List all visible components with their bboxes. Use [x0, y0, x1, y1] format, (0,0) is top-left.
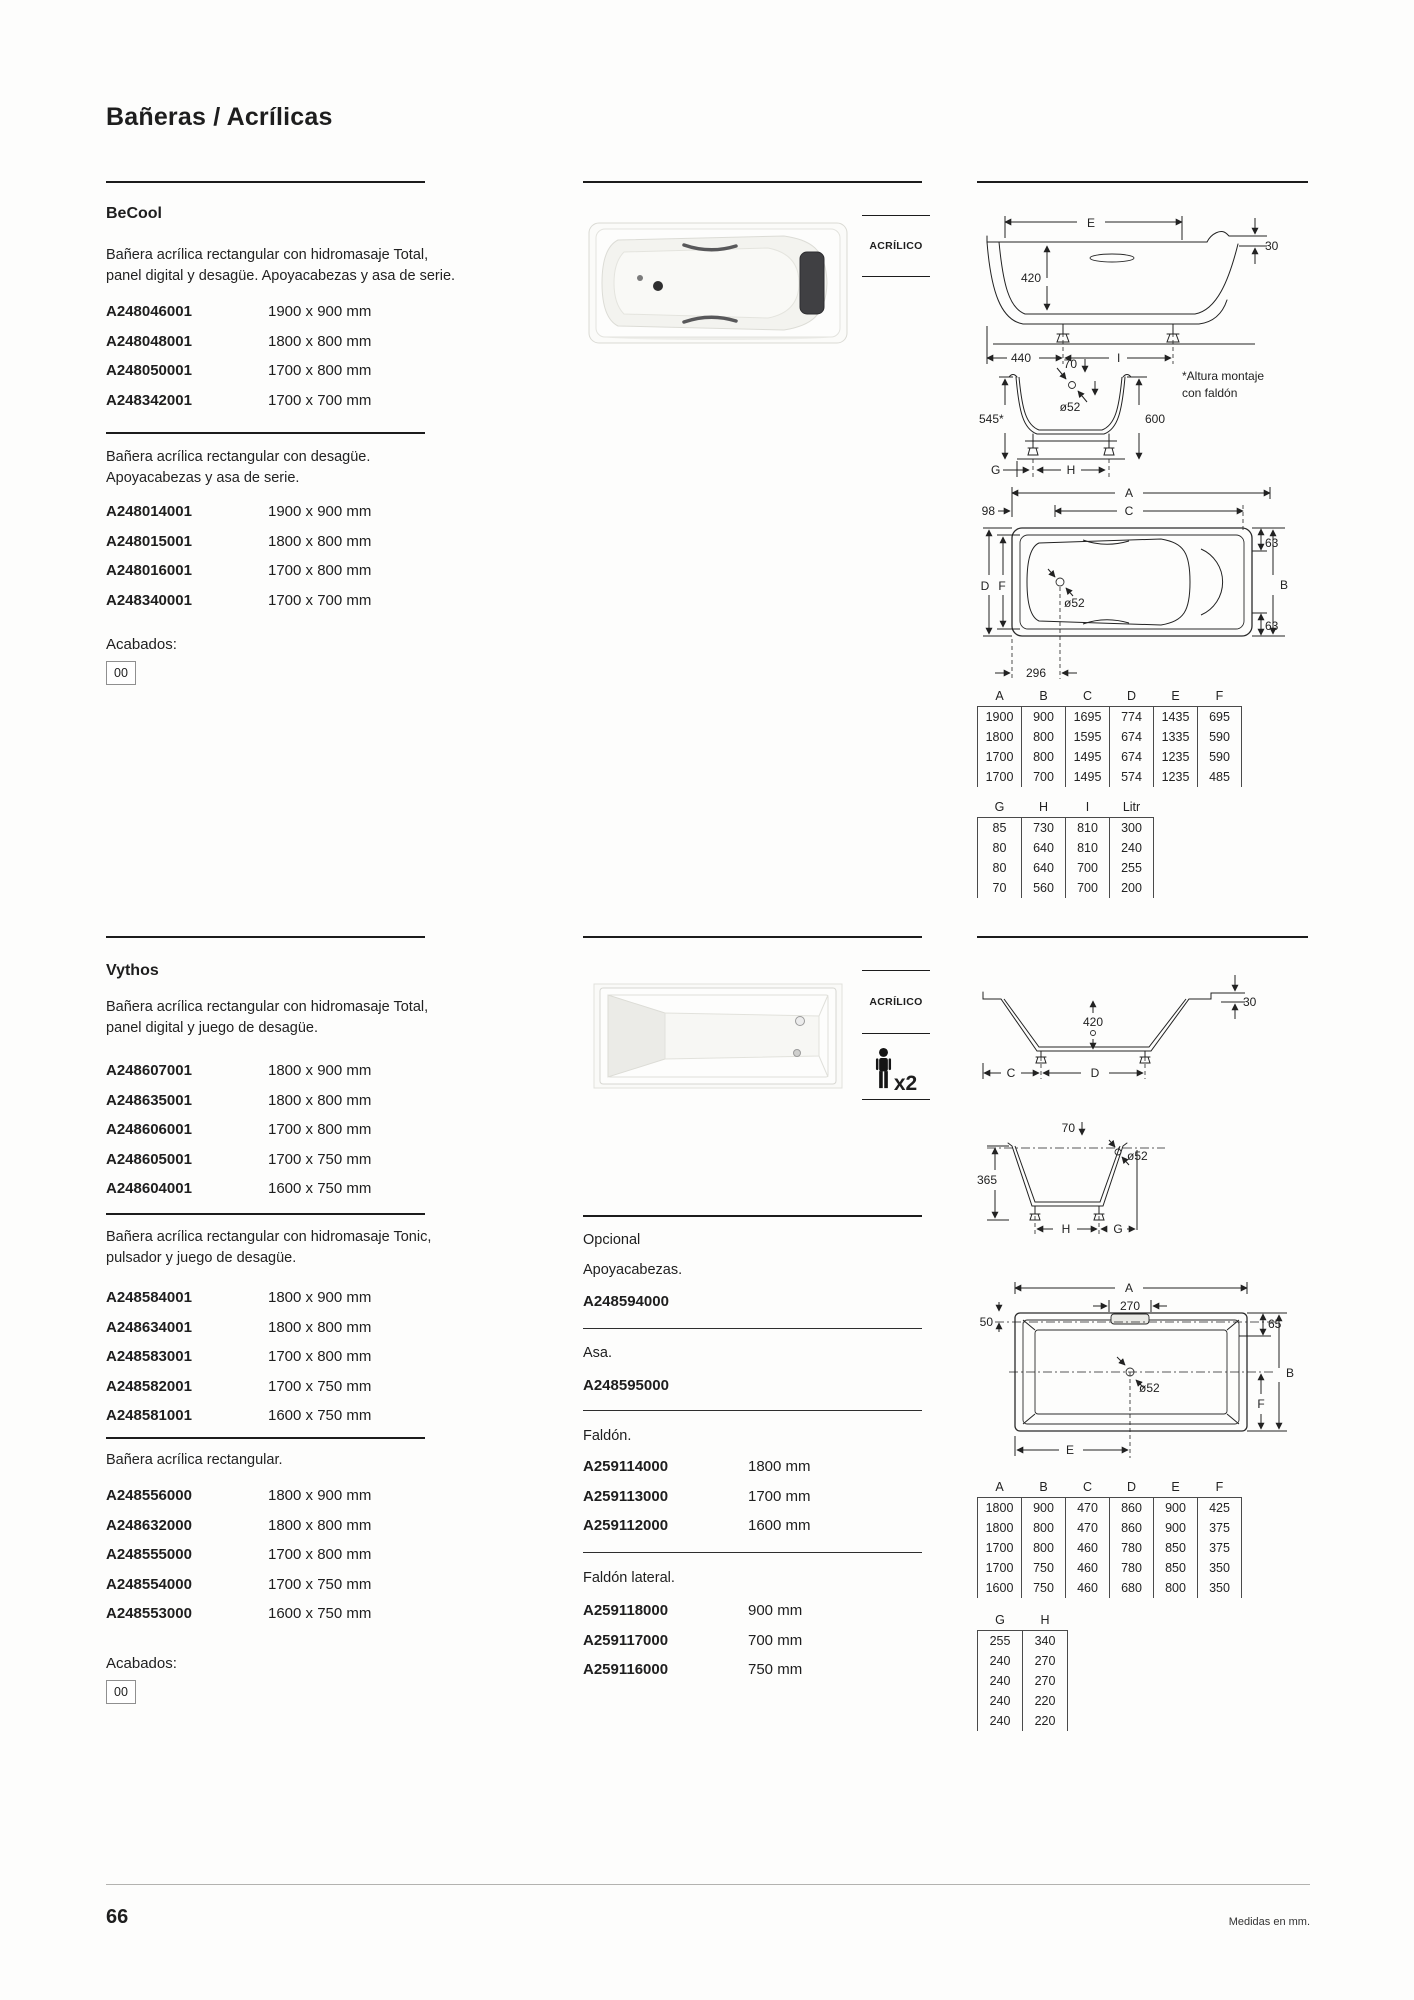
dim-label: 30: [1265, 239, 1279, 253]
faldon-lateral-list: [583, 1602, 802, 1691]
product-row: [106, 1348, 371, 1378]
vythos-top-view-drawing: [965, 1278, 1325, 1468]
product-row: [106, 1092, 371, 1122]
dim-label: ø52: [1059, 400, 1081, 414]
product-row: [106, 1576, 371, 1606]
dim-table-body: [978, 706, 1242, 787]
product-code: A248340001: [106, 591, 192, 609]
product-size: 1800 mm: [748, 1458, 811, 1475]
dim-label: 70: [1061, 1121, 1075, 1135]
footer-note: Medidas en mm.: [1228, 1916, 1310, 1928]
dim-col-header: I: [1085, 799, 1090, 814]
divider: [583, 1552, 922, 1553]
product-code: A248583001: [106, 1348, 192, 1365]
product-code: A248553000: [106, 1605, 192, 1622]
dim-label: 420: [1020, 271, 1041, 285]
divider: [977, 181, 1308, 183]
product-row: [106, 1605, 371, 1635]
product-size: 1700 x 800 mm: [268, 1121, 372, 1138]
tub-basin: [614, 248, 799, 318]
dim-col-header: C: [1082, 688, 1093, 703]
dim-table-body: [978, 1630, 1068, 1731]
footer-divider: [106, 1884, 1310, 1885]
dim-label: 30: [1243, 995, 1257, 1009]
becool-description-1: [106, 245, 506, 287]
product-size: 1700 x 800 mm: [268, 562, 372, 579]
dim-label: B: [1286, 1366, 1295, 1380]
divider: [583, 181, 922, 183]
product-row: [106, 1487, 371, 1517]
dim-col-header: F: [1215, 1479, 1224, 1494]
tub-headrest-profile: [1207, 232, 1239, 242]
dim-col-header: D: [1126, 1479, 1137, 1494]
divider: [106, 432, 425, 434]
product-row: [106, 1289, 371, 1319]
product-row: [106, 1151, 371, 1181]
product-size: 1900 x 900 mm: [268, 303, 372, 320]
product-size: 750 mm: [748, 1661, 803, 1678]
dim-label: G: [1113, 1222, 1123, 1236]
dim-table-header-row: [978, 1477, 1242, 1497]
dim-label: 70: [1063, 357, 1077, 371]
product-code: A248048001: [106, 332, 192, 350]
product-size: 1600 mm: [748, 1517, 811, 1534]
dim-col-header: E: [1171, 688, 1180, 703]
product-code: A248632000: [106, 1516, 192, 1534]
product-row: [583, 1602, 802, 1632]
product-code: A248634001: [106, 1318, 192, 1336]
product-size: 1800 x 800 mm: [268, 1516, 372, 1534]
dim-col-header: B: [1039, 1479, 1048, 1494]
becool-product-photo: [588, 222, 848, 344]
product-code: A248016001: [106, 562, 192, 579]
dim-label: I: [1117, 351, 1121, 365]
dim-label: D: [980, 579, 990, 593]
divider: [106, 181, 425, 183]
apoyacabezas-code: A248594000: [583, 1293, 669, 1310]
dim-label: 296: [1025, 666, 1047, 680]
dim-label: F: [1257, 1397, 1265, 1411]
product-code: A248555000: [106, 1546, 192, 1563]
product-size: 1700 x 800 mm: [268, 1546, 372, 1563]
drain-icon: [794, 1050, 801, 1057]
product-code: A248342001: [106, 391, 192, 409]
material-badge: ACRÍLICO: [862, 970, 930, 1034]
apoyacabezas-label: Apoyacabezas.: [583, 1262, 683, 1278]
vythos-description-3: [106, 1450, 506, 1471]
dim-label: H: [1066, 463, 1076, 477]
product-size: 1700 x 700 mm: [268, 391, 372, 409]
divider: [583, 1410, 922, 1411]
becool-product-list-1: [106, 303, 371, 421]
product-row: [106, 303, 371, 333]
product-row: [106, 1378, 371, 1408]
divider: [106, 1213, 425, 1215]
capacity-block: [862, 1034, 930, 1100]
becool-section-drawing: [977, 355, 1177, 490]
product-size: 1700 x 750 mm: [268, 1150, 372, 1168]
product-row: [583, 1458, 811, 1488]
description-line: Bañera acrílica rectangular con hidromasaje Tonic,: [106, 1229, 432, 1245]
product-row: [106, 1319, 371, 1349]
dim-col-header: H: [1038, 799, 1049, 814]
dim-table-row: 1700 800 1495 674 1235 590: [978, 747, 1242, 767]
product-row: [106, 333, 371, 363]
dim-label: 600: [1145, 412, 1166, 426]
section-inner: [1015, 1146, 1120, 1202]
product-size: 1800 x 800 mm: [268, 1318, 372, 1336]
vythos-dim-table-secondary: [977, 1610, 1068, 1731]
dim-col-header: G: [994, 799, 1005, 814]
asa-label: Asa.: [583, 1345, 613, 1361]
vythos-product-photo: [593, 983, 843, 1089]
divider: [583, 1328, 922, 1329]
becool-side-view-drawing: [977, 192, 1317, 367]
asa-code: A248595000: [583, 1377, 669, 1394]
person-icon: [875, 1046, 892, 1092]
dim-label: B: [1280, 578, 1289, 592]
product-size: 1600 x 750 mm: [268, 1407, 372, 1424]
description-line: Bañera acrílica rectangular con desagüe.: [106, 449, 371, 465]
becool-acabados-label: Acabados:: [106, 636, 177, 653]
product-size: 1900 x 900 mm: [268, 503, 372, 520]
dim-label: F: [998, 579, 1006, 593]
becool-dim-table-main: [977, 686, 1242, 787]
dim-table-row: 85 730 810 300: [978, 817, 1154, 838]
dim-table-row: 1800 800 470 860 900 375: [978, 1518, 1242, 1538]
description-line: Bañera acrílica rectangular.: [106, 1452, 283, 1468]
dim-table-row: 240 220: [978, 1711, 1068, 1731]
vythos-product-name: Vythos: [106, 962, 159, 979]
product-size: 1800 x 800 mm: [268, 1091, 372, 1109]
product-row: [583, 1517, 811, 1547]
divider: [106, 936, 425, 938]
dim-label: ø52: [1139, 1381, 1160, 1395]
page-number: 66: [106, 1906, 129, 1928]
product-size: 1700 x 750 mm: [268, 1377, 372, 1395]
vythos-acabados-label: Acabados:: [106, 1655, 177, 1672]
product-code: A248607001: [106, 1062, 192, 1079]
product-row: [583, 1661, 802, 1691]
dim-label: 270: [1119, 1299, 1141, 1313]
product-code: A248015001: [106, 532, 192, 550]
handle-icon: [1090, 254, 1134, 262]
section-outer: [1008, 1143, 1127, 1206]
dim-table-body: [978, 817, 1154, 898]
dim-table-row: 1900 900 1695 774 1435 695: [978, 706, 1242, 727]
product-row: [106, 1407, 371, 1437]
product-row: [106, 562, 371, 592]
description-line: Bañera acrílica rectangular con hidromasaje Total,: [106, 999, 429, 1015]
product-code: A248050001: [106, 362, 192, 379]
tub-outline: [1012, 528, 1252, 636]
dim-label: ø52: [1064, 596, 1085, 610]
tub-foot: [1104, 434, 1114, 455]
dim-col-header: H: [1040, 1612, 1050, 1627]
tub-rim-inner: [1020, 535, 1244, 629]
product-size: 900 mm: [748, 1602, 803, 1619]
product-size: 1800 x 800 mm: [268, 532, 372, 550]
vythos-product-list-2: [106, 1289, 371, 1437]
dim-label: 63: [1265, 619, 1279, 633]
vythos-section-drawing: [975, 1118, 1175, 1243]
dim-label: 65: [1268, 1317, 1282, 1331]
description-line: panel digital y juego de desagüe.: [106, 1020, 319, 1036]
product-row: [106, 1517, 371, 1547]
becool-product-name: BeCool: [106, 205, 162, 222]
overflow-icon: [637, 275, 643, 281]
becool-acabado-swatch: 00: [106, 661, 136, 685]
dim-label: 365: [977, 1173, 998, 1187]
vythos-side-view-drawing: [975, 973, 1320, 1088]
tub-rim-line: [987, 236, 1207, 242]
product-code: A248606001: [106, 1121, 192, 1138]
dim-label: D: [1090, 1066, 1100, 1080]
product-code: A259118000: [583, 1602, 669, 1619]
headrest: [1111, 1314, 1149, 1324]
dim-label: 440: [1011, 351, 1032, 365]
dim-table-row: 240 270: [978, 1671, 1068, 1691]
dim-table-header-row: [978, 686, 1242, 706]
dim-table-row: 240 220: [978, 1691, 1068, 1711]
dim-col-header: A: [995, 1479, 1004, 1494]
dim-table-row: 1800 800 1595 674 1335 590: [978, 727, 1242, 747]
becool-product-list-2: [106, 503, 371, 621]
dim-label: 420: [1082, 1015, 1104, 1029]
product-size: 1700 x 800 mm: [268, 362, 372, 379]
dim-table-row: 1700 800 460 780 850 375: [978, 1538, 1242, 1558]
product-size: 1600 x 750 mm: [268, 1605, 372, 1622]
product-size: 1800 x 900 mm: [268, 1487, 372, 1504]
product-row: [106, 533, 371, 563]
dim-label: 98: [981, 504, 995, 518]
product-size: 700 mm: [748, 1631, 803, 1649]
product-code: A248554000: [106, 1575, 192, 1593]
product-code: A248584001: [106, 1289, 192, 1306]
dim-col-header: C: [1082, 1479, 1093, 1494]
becool-dim-table-secondary: [977, 797, 1154, 898]
product-row: [583, 1488, 811, 1518]
divider: [583, 936, 922, 938]
becool-description-2: [106, 447, 506, 489]
dim-table-header-row: [978, 797, 1154, 817]
product-code: A248582001: [106, 1377, 192, 1395]
description-line: pulsador y juego de desagüe.: [106, 1250, 297, 1266]
drain-icon: [1069, 382, 1076, 389]
dim-table-row: 1800 900 470 860 900 425: [978, 1497, 1242, 1518]
vythos-product-list-1: [106, 1062, 371, 1210]
vythos-acabado-swatch: 00: [106, 1680, 136, 1704]
becool-top-view-drawing: [965, 483, 1325, 688]
dim-col-header: G: [995, 1612, 1005, 1627]
faldon-lateral-label: Faldón lateral.: [583, 1570, 675, 1586]
material-badge: ACRÍLICO: [862, 215, 930, 277]
product-row: [106, 592, 371, 622]
description-line: Apoyacabezas y asa de serie.: [106, 470, 300, 486]
product-size: 1800 x 900 mm: [268, 1062, 372, 1079]
dim-label: E: [1086, 216, 1096, 230]
dim-table-row: 70 560 700 200: [978, 878, 1154, 898]
product-code: A248014001: [106, 503, 192, 520]
product-size: 1700 x 700 mm: [268, 591, 372, 609]
dim-table-body: [978, 1497, 1242, 1598]
dim-label: H: [1061, 1222, 1071, 1236]
drain-icon: [1091, 1031, 1096, 1036]
product-row: [106, 1546, 371, 1576]
product-code: A259116000: [583, 1661, 669, 1678]
dim-table-row: 240 270: [978, 1651, 1068, 1671]
dim-table-header-row: [978, 1610, 1068, 1630]
product-row: [106, 1180, 371, 1210]
vythos-product-list-3: [106, 1487, 371, 1635]
tub-basin: [1027, 539, 1190, 625]
product-code: A248635001: [106, 1091, 192, 1109]
product-code: A259117000: [583, 1631, 669, 1649]
vythos-dim-table-main: [977, 1477, 1242, 1598]
dim-label: G: [991, 463, 1001, 477]
dim-table-row: 1700 700 1495 574 1235 485: [978, 767, 1242, 787]
dim-label: 63: [1265, 536, 1279, 550]
product-code: A248046001: [106, 303, 192, 320]
dim-col-header: B: [1039, 688, 1048, 703]
product-code: A248581001: [106, 1407, 192, 1424]
product-code: A259112000: [583, 1517, 669, 1534]
mounting-note: *Altura montaje con faldón: [1182, 369, 1265, 400]
dim-label: E: [1065, 1443, 1075, 1457]
product-size: 1800 x 800 mm: [268, 332, 372, 350]
product-size: 1600 x 750 mm: [268, 1180, 372, 1197]
dim-col-header: F: [1215, 688, 1224, 703]
overflow-icon: [796, 1017, 805, 1026]
dim-col-header: A: [995, 688, 1004, 703]
headrest: [800, 252, 824, 314]
description-line: Bañera acrílica rectangular con hidromasaje Total,: [106, 247, 429, 263]
dim-label: A: [1124, 1281, 1134, 1295]
dim-label: 50: [979, 1315, 993, 1329]
product-row: [106, 503, 371, 533]
divider: [106, 1437, 425, 1439]
drain-icon: [1056, 578, 1064, 586]
product-row: [106, 1121, 371, 1151]
description-line: panel digital y desagüe. Apoyacabezas y asa de serie.: [106, 268, 456, 284]
product-row: [106, 362, 371, 392]
dim-table-row: 80 640 810 240: [978, 838, 1154, 858]
tub-foot: [1028, 434, 1038, 455]
tub-profile: [983, 992, 1227, 1051]
dim-label: C: [1006, 1066, 1016, 1080]
faldon-label: Faldón.: [583, 1428, 632, 1444]
product-code: A248556000: [106, 1487, 192, 1504]
dim-table-row: 80 640 700 255: [978, 858, 1154, 878]
product-size: 1700 x 750 mm: [268, 1575, 372, 1593]
faldon-list: [583, 1458, 811, 1547]
dim-table-row: 255 340: [978, 1630, 1068, 1651]
product-code: A259114000: [583, 1458, 669, 1475]
dim-col-header: Litr: [1122, 799, 1141, 814]
vythos-description-1: [106, 997, 506, 1039]
product-row: [106, 1062, 371, 1092]
product-size: 1800 x 900 mm: [268, 1289, 372, 1306]
vythos-description-2: [106, 1227, 506, 1269]
product-row: [583, 1632, 802, 1662]
product-row: [106, 392, 371, 422]
drain-icon: [653, 281, 663, 291]
dim-col-header: D: [1126, 688, 1137, 703]
headrest-outline: [1201, 549, 1223, 615]
divider: [977, 936, 1308, 938]
product-code: A259113000: [583, 1487, 669, 1505]
dim-col-header: E: [1171, 1479, 1180, 1494]
product-code: A248604001: [106, 1180, 192, 1197]
dim-label: ø52: [1127, 1149, 1148, 1163]
optional-title: Opcional: [583, 1232, 641, 1248]
product-code: A248605001: [106, 1150, 192, 1168]
product-size: 1700 x 800 mm: [268, 1348, 372, 1365]
divider: [583, 1215, 922, 1217]
page-title: Bañeras / Acrílicas: [106, 103, 333, 131]
dim-label: 545*: [979, 412, 1004, 426]
dim-label: C: [1124, 504, 1134, 518]
dim-table-row: 1700 750 460 780 850 350: [978, 1558, 1242, 1578]
dim-label: A: [1124, 486, 1134, 500]
product-size: 1700 mm: [748, 1487, 811, 1505]
capacity-label: x2: [893, 1072, 918, 1095]
dim-table-row: 1600 750 460 680 800 350: [978, 1578, 1242, 1598]
